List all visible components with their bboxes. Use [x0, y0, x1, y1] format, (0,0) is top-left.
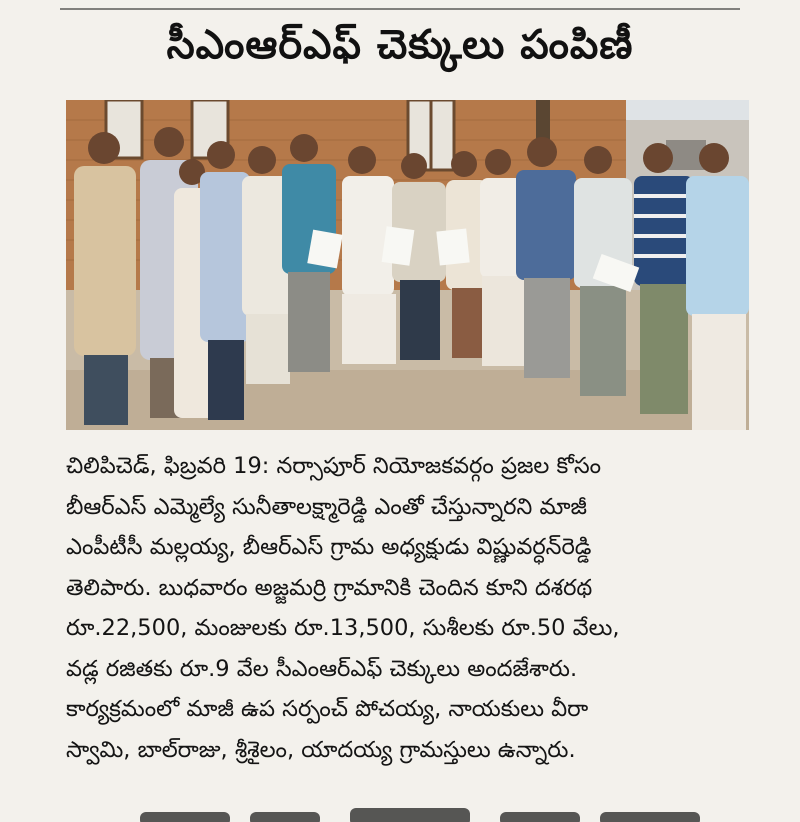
- article-body-line: రూ.22,500, మంజులకు రూ.13,500, సుశీలకు రూ.50 వేలు,: [66, 615, 620, 641]
- article-body-line: బీఆర్ఎస్ ఎమ్మెల్యే సునీతాలక్ష్మారెడ్డి ఎంతో చేస్తున్నారని మాజీ: [66, 493, 587, 520]
- next-article-cutoff: [120, 808, 720, 822]
- article-body-line: చిలిపిచెడ్, ఫిబ్రవరి 19: నర్సాపూర్ నియోజకవర్గం ప్రజల కోసం: [66, 453, 602, 479]
- article-body-line: ఎంపీటీసీ మల్లయ్య, బీఆర్ఎస్ గ్రామ అధ్యక్షుడు విష్ణువర్ధన్‌రెడ్డి: [66, 534, 592, 560]
- news-photo: [66, 100, 749, 430]
- article-body: [66, 446, 752, 770]
- article-body-line: తెలిపారు. బుధవారం అజ్జమర్రి గ్రామానికి చెందిన కూని దశరథ: [66, 574, 593, 601]
- article-body-line: స్వామి, బాల్‌రాజు, శ్రీశైలం, యాదయ్య గ్రామస్తులు ఉన్నారు.: [66, 736, 576, 763]
- group-photo-illustration: [66, 100, 749, 430]
- previous-article-cutoff: [60, 0, 740, 10]
- article-body-line: వడ్ల రజితకు రూ.9 వేల సీఎంఆర్ఎఫ్ చెక్కులు అందజేశారు.: [66, 655, 578, 682]
- article-body-line: కార్యక్రమంలో మాజీ ఉప సర్పంచ్ పోచయ్య, నాయకులు వీరా: [66, 696, 589, 722]
- headline: సీఎంఆర్ఎఫ్ చెక్కులు పంపిణీ: [166, 22, 634, 68]
